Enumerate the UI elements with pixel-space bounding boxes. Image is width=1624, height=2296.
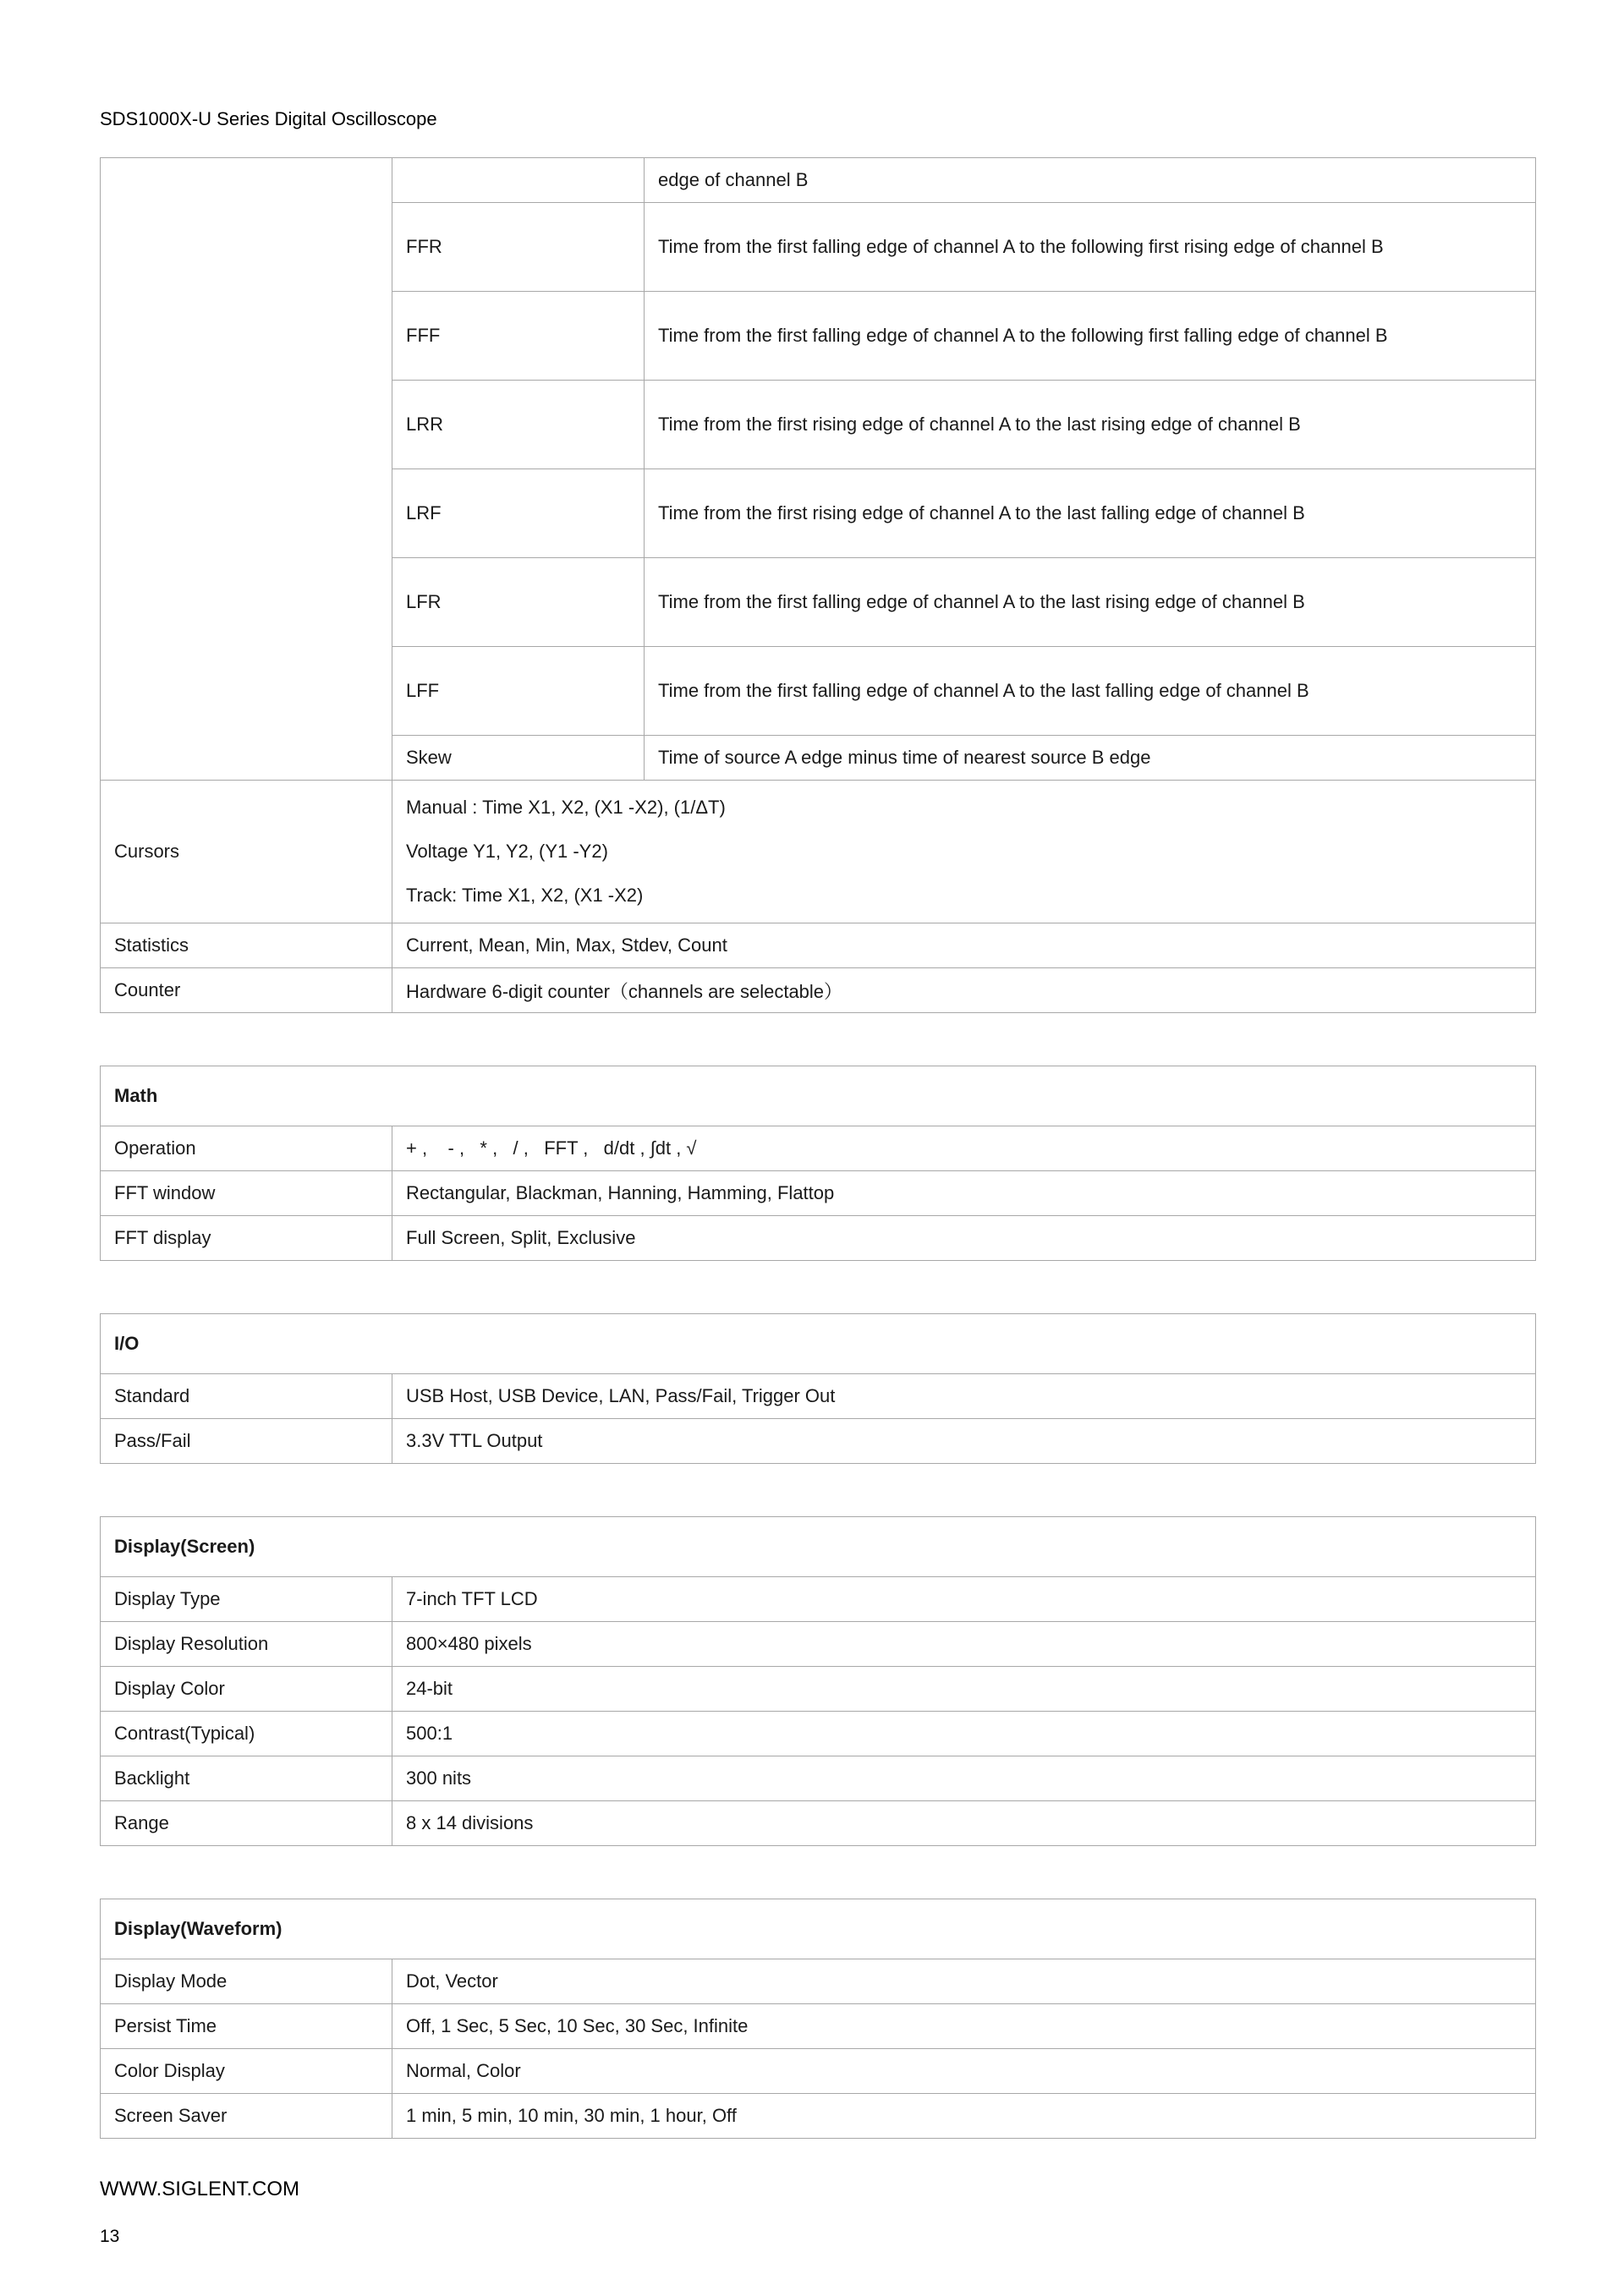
spec-label-cell: FFT display [101, 1216, 392, 1261]
description-cell: Time from the first falling edge of channel A to the last falling edge of channel B [645, 647, 1536, 736]
table-row [101, 1216, 1536, 1261]
spec-value-cell: Full Screen, Split, Exclusive [392, 1216, 1536, 1261]
table-row [101, 1756, 1536, 1801]
table-row [101, 1622, 1536, 1667]
table-row [101, 158, 1536, 203]
spec-value-cell: + , - , * , / , FFT , d/dt , ∫dt , √ [392, 1126, 1536, 1171]
description-cell: Time from the first falling edge of channel A to the following first falling edge of channel B [645, 292, 1536, 381]
cursors-voltage-line: Voltage Y1, Y2, (Y1 -Y2) [406, 841, 608, 862]
spec-label-cell: Standard [101, 1374, 392, 1419]
spec-value-cell: Normal, Color [392, 2049, 1536, 2094]
table-row [101, 2004, 1536, 2049]
param-cell-empty [392, 158, 645, 203]
spec-label-cell: Color Display [101, 2049, 392, 2094]
table-row [101, 1171, 1536, 1216]
section-header-row [101, 1517, 1536, 1577]
spec-value-cell: 7-inch TFT LCD [392, 1577, 1536, 1622]
table-row [101, 923, 1536, 968]
param-cell: LFF [392, 647, 645, 736]
cursors-track-line: Track: Time X1, X2, (X1 -X2) [406, 885, 644, 906]
section-header: Display(Screen) [101, 1517, 1536, 1577]
spec-label-cell: Statistics [101, 923, 392, 968]
table-row [101, 2094, 1536, 2139]
spec-value-cell: Rectangular, Blackman, Hanning, Hamming, Flattop [392, 1171, 1536, 1216]
param-cell: LFR [392, 558, 645, 647]
table-row [101, 1712, 1536, 1756]
param-cell: FFR [392, 203, 645, 292]
io-table [100, 1313, 1536, 1464]
footer-website: WWW.SIGLENT.COM [100, 2178, 299, 2200]
spec-value-cell: 24-bit [392, 1667, 1536, 1712]
section-header-row [101, 1314, 1536, 1374]
section-header: Math [101, 1066, 1536, 1126]
table-row [101, 1126, 1536, 1171]
section-header: I/O [101, 1314, 1536, 1374]
description-cell: edge of channel B [645, 158, 1536, 203]
spec-label-cell: Display Type [101, 1577, 392, 1622]
table-row [101, 781, 1536, 923]
document-title: SDS1000X-U Series Digital Oscilloscope [100, 108, 437, 129]
spec-label-cell: Display Resolution [101, 1622, 392, 1667]
spec-value-cell: Dot, Vector [392, 1959, 1536, 2004]
spec-label-cell: Persist Time [101, 2004, 392, 2049]
cursors-manual-line: Manual : Time X1, X2, (X1 -X2), (1/ΔT) [406, 797, 726, 818]
spec-label-cell: Display Color [101, 1667, 392, 1712]
param-cell: LRR [392, 381, 645, 469]
math-table [100, 1066, 1536, 1261]
spec-label-cell: Counter [101, 968, 392, 1013]
page-number: 13 [100, 2227, 120, 2246]
table-row [101, 2049, 1536, 2094]
param-cell: FFF [392, 292, 645, 381]
section-header-row [101, 1066, 1536, 1126]
spec-value-cell: Current, Mean, Min, Max, Stdev, Count [392, 923, 1536, 968]
table-row [101, 968, 1536, 1013]
spec-label-cell: FFT window [101, 1171, 392, 1216]
table-row [101, 1801, 1536, 1846]
spec-label-cell: Contrast(Typical) [101, 1712, 392, 1756]
spec-value-cell: 800×480 pixels [392, 1622, 1536, 1667]
display-waveform-table [100, 1899, 1536, 2139]
spec-value-cell: 3.3V TTL Output [392, 1419, 1536, 1464]
description-cell: Time of source A edge minus time of nearest source B edge [645, 736, 1536, 781]
spec-label-cell: Backlight [101, 1756, 392, 1801]
description-cell: Time from the first falling edge of channel A to the following first rising edge of channel B [645, 203, 1536, 292]
table-row [101, 1959, 1536, 2004]
section-header: Display(Waveform) [101, 1899, 1536, 1959]
spec-label-cell: Cursors [101, 781, 392, 923]
spec-label-cell: Display Mode [101, 1959, 392, 2004]
spec-label-cell: Operation [101, 1126, 392, 1171]
section-header-row [101, 1899, 1536, 1959]
display-screen-table [100, 1516, 1536, 1846]
param-cell: LRF [392, 469, 645, 558]
spec-label-cell: Screen Saver [101, 2094, 392, 2139]
spec-value-cell: 500:1 [392, 1712, 1536, 1756]
measure-table [100, 157, 1536, 1013]
table-row [101, 1577, 1536, 1622]
spec-value-cell: Off, 1 Sec, 5 Sec, 10 Sec, 30 Sec, Infinite [392, 2004, 1536, 2049]
description-cell: Time from the first rising edge of channel A to the last falling edge of channel B [645, 469, 1536, 558]
spec-label-cell: Pass/Fail [101, 1419, 392, 1464]
spec-label-cell: Range [101, 1801, 392, 1846]
table-row [101, 1667, 1536, 1712]
spec-value-cell: Hardware 6-digit counter（channels are selectable） [392, 968, 1536, 1013]
spec-value-cell: 300 nits [392, 1756, 1536, 1801]
description-cell: Time from the first rising edge of channel A to the last rising edge of channel B [645, 381, 1536, 469]
spec-value-cell: 1 min, 5 min, 10 min, 30 min, 1 hour, Off [392, 2094, 1536, 2139]
description-cell: Time from the first falling edge of channel A to the last rising edge of channel B [645, 558, 1536, 647]
spec-value-cell [392, 781, 1536, 923]
param-cell: Skew [392, 736, 645, 781]
table-row [101, 1374, 1536, 1419]
measure-category-cell [101, 158, 392, 781]
spec-value-cell: USB Host, USB Device, LAN, Pass/Fail, Trigger Out [392, 1374, 1536, 1419]
spec-value-cell: 8 x 14 divisions [392, 1801, 1536, 1846]
table-row [101, 1419, 1536, 1464]
